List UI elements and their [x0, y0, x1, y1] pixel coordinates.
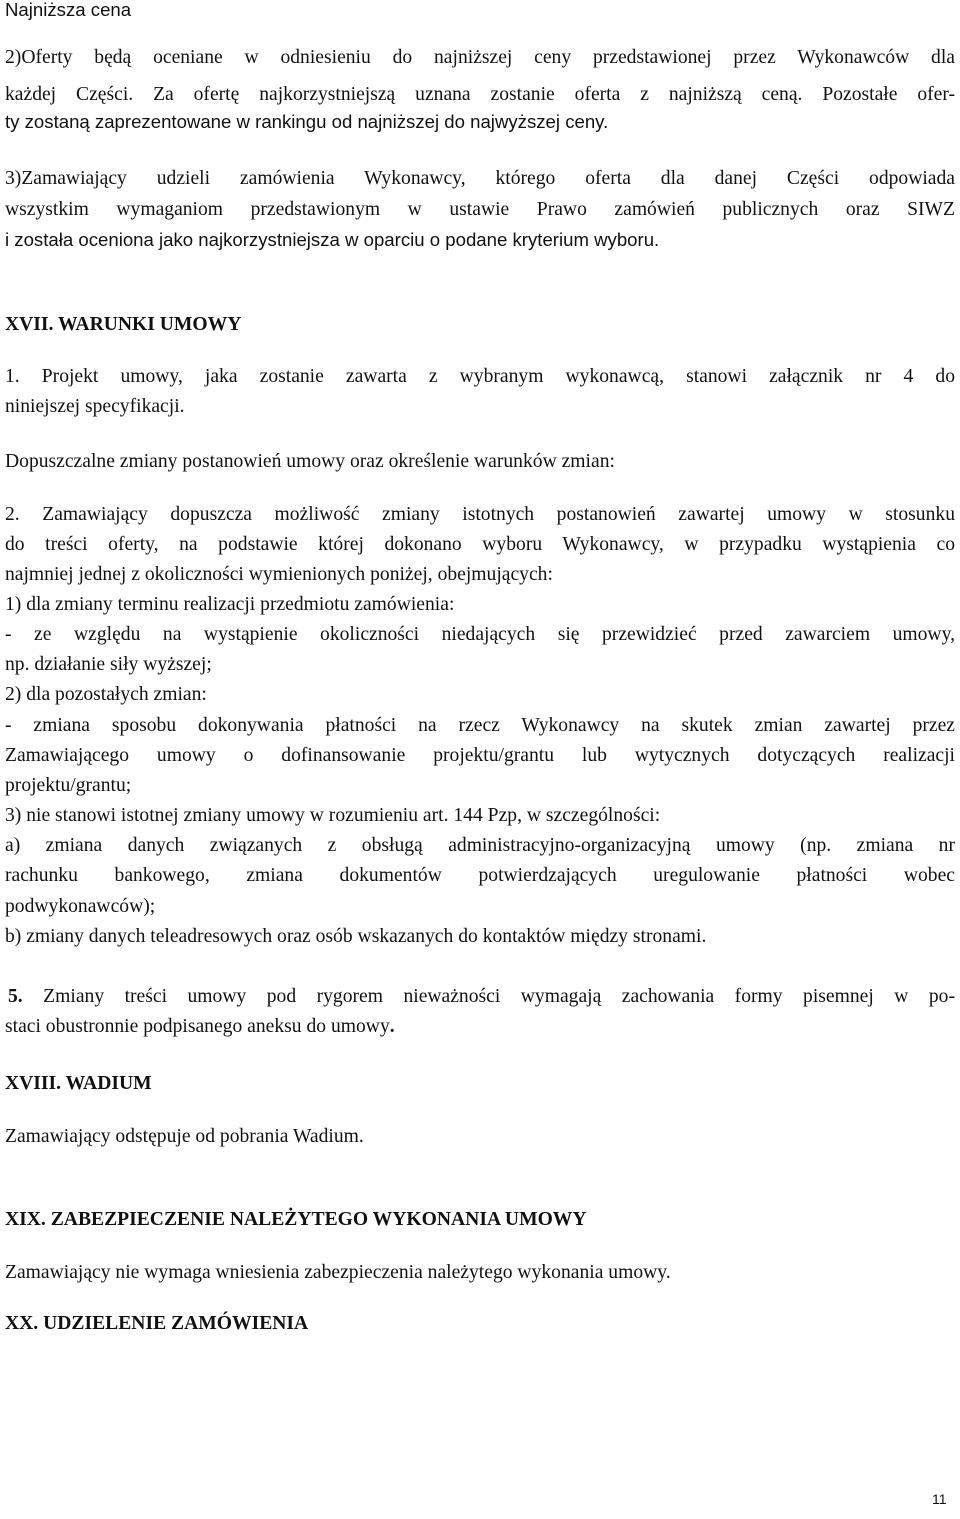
s17-p2-line-2: do treści oferty, na podstawie której dokonano wyboru Wykonawcy, w przypadku wystąpienia co: [5, 534, 955, 555]
s17-p2-line-14: podwykonawców);: [5, 896, 156, 917]
s18-text: Zamawiający odstępuje od pobrania Wadium.: [5, 1126, 364, 1147]
s17-p2-line-7: 2) dla pozostałych zmian:: [5, 684, 207, 705]
section-20-title: XX. UDZIELENIE ZAMÓWIENIA: [5, 1313, 309, 1334]
s17-p5-line-2: staci obustronnie podpisanego aneksu do umowy.: [5, 1016, 395, 1037]
s19-text: Zamawiający nie wymaga wniesienia zabezpieczenia należytego wykonania umowy.: [5, 1262, 671, 1283]
s17-p2-line-9: Zamawiającego umowy o dofinansowanie projektu/grantu lub wytycznych dotyczących realizacji: [5, 745, 955, 766]
s17-p2-line-15: b) zmiany danych teleadresowych oraz osób wskazanych do kontaktów między stronami.: [5, 926, 707, 947]
paragraph-3-line-1: 3)Zamawiający udzieli zamówienia Wykonawcy, którego oferta dla danej Części odpowiada: [5, 168, 955, 189]
s17-p5-line-1: 5. Zmiany treści umowy pod rygorem nieważności wymagają zachowania formy pisemnej w po-: [8, 986, 955, 1007]
s17-p2-line-13: rachunku bankowego, zmiana dokumentów potwierdzających uregulowanie płatności wobec: [5, 865, 955, 886]
section-17-title: XVII. WARUNKI UMOWY: [5, 314, 242, 335]
paragraph-2-line-1: 2)Oferty będą oceniane w odniesieniu do najniższej ceny przedstawionej przez Wykonawców dla: [5, 47, 955, 68]
s17-p1-line-2: niniejszej specyfikacji.: [5, 396, 185, 417]
s17-p2-line-4: 1) dla zmiany terminu realizacji przedmiotu zamówienia:: [5, 594, 455, 615]
s17-p2-line-6: np. działanie siły wyższej;: [5, 654, 212, 675]
s17-p2-line-10: projektu/grantu;: [5, 775, 132, 796]
subheading-lowest-price: Najniższa cena: [5, 0, 132, 20]
section-19-title: XIX. ZABEZPIECZENIE NALEŻYTEGO WYKONANIA UMOWY: [5, 1209, 587, 1230]
s17-p2-line-11: 3) nie stanowi istotnej zmiany umowy w rozumieniu art. 144 Pzp, w szczególności:: [5, 805, 661, 826]
s17-changes-intro: Dopuszczalne zmiany postanowień umowy oraz określenie warunków zmian:: [5, 451, 615, 472]
s17-p2-line-1: 2. Zamawiający dopuszcza możliwość zmiany istotnych postanowień zawartej umowy w stosunku: [5, 504, 955, 525]
s17-p1-line-1: 1. Projekt umowy, jaka zostanie zawarta z wybranym wykonawcą, stanowi załącznik nr 4 do: [5, 366, 955, 387]
s17-p2-line-5: - ze względu na wystąpienie okoliczności niedających się przewidzieć przed zawarciem umowy,: [5, 624, 955, 645]
s17-p5-number: 5.: [8, 986, 23, 1007]
paragraph-3-line-3: i została oceniona jako najkorzystniejsza w oparciu o podane kryterium wyboru.: [5, 229, 660, 250]
paragraph-2-line-2: każdej Części. Za ofertę najkorzystniejszą uznana zostanie oferta z najniższą ceną. Pozostałe ofer-: [5, 84, 955, 105]
s17-p2-line-3: najmniej jednej z okoliczności wymienionych poniżej, obejmujących:: [5, 564, 553, 585]
page-number: 11: [932, 1491, 947, 1507]
paragraph-3-line-2: wszystkim wymaganiom przedstawionym w ustawie Prawo zamówień publicznych oraz SIWZ: [5, 199, 955, 220]
s17-p2-line-12: a) zmiana danych związanych z obsługą administracyjno-organizacyjną umowy (np. zmiana nr: [5, 835, 955, 856]
paragraph-2-line-3: ty zostaną zaprezentowane w rankingu od najniższej do najwyższej ceny.: [5, 111, 609, 132]
s17-p2-line-8: - zmiana sposobu dokonywania płatności na rzecz Wykonawcy na skutek zmian zawartej przez: [5, 715, 955, 736]
section-18-title: XVIII. WADIUM: [5, 1073, 152, 1094]
